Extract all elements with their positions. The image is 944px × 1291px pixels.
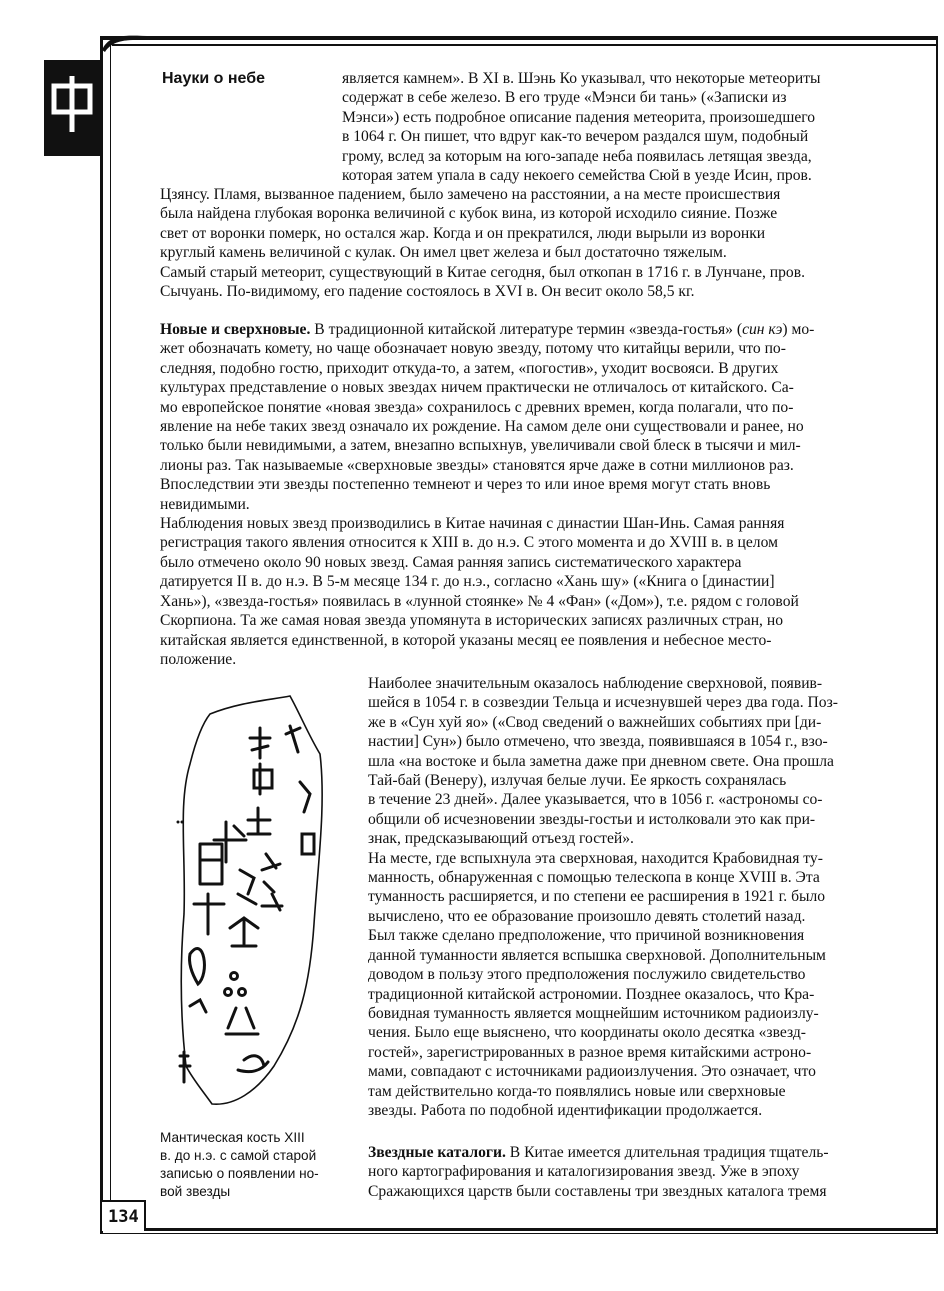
- frame-top-inner-rule: [112, 44, 938, 46]
- text-line: круглый камень величиной с кулак. Он имел цвет железа и был достаточно тяжелым.: [160, 244, 727, 262]
- text-line: Цзянсу. Пламя, вызванное падением, было замечено на расстоянии, а на месте происшествия: [160, 186, 781, 203]
- text-line: Хань»), «звезда-гостья» появилась в «лунной стоянке» № 4 «Фан» («Дом»), т.е. рядом с головой: [160, 592, 799, 610]
- text-line: свет от воронки померк, но остался жар. Когда и он прекратился, люди вырыли из воронки: [160, 224, 766, 242]
- frame-left-rule: [100, 36, 103, 1234]
- meteorite-paragraph-continued: [160, 185, 898, 301]
- frame-left-inner-rule: [110, 44, 111, 1202]
- text-line: была найдена глубокая воронка величиной с кубок вина, из которой исходило сияние. Позже: [160, 205, 778, 223]
- term-sin-ke: син кэ: [742, 321, 783, 338]
- caption-line: вой звезды: [160, 1184, 231, 1199]
- text-line: Наиболее значительным оказалось наблюдение сверхновой, появив-: [368, 675, 823, 692]
- text-line: звезды. Работа по подобной идентификации продолжается.: [368, 1101, 763, 1119]
- text-line: Сражающихся царств были составлены три звездных каталога тремя: [368, 1182, 827, 1200]
- text-line: Был также сделано предположение, что причиной возникновения: [368, 927, 805, 945]
- oracle-bone-illustration: [150, 694, 360, 1114]
- text-line: Тай-бай (Венеру), излучая белые лучи. Ее яркость сохранялась: [368, 772, 787, 790]
- text-line: [160, 320, 898, 339]
- text-line: китайская является единственной, в которой указаны месяц ее появления и небесное место-: [160, 631, 772, 649]
- star-catalogs-heading: Звездные каталоги.: [368, 1144, 506, 1161]
- text-line: [368, 1143, 898, 1162]
- new-stars-heading: Новые и сверхновые.: [160, 321, 311, 338]
- text-span: ) мо-: [782, 321, 815, 338]
- star-catalogs-section: [368, 1143, 898, 1201]
- page-number-box: [100, 1200, 146, 1231]
- text-line: ного картографирования и каталогизирования звезд. Уже в эпоху: [368, 1163, 800, 1181]
- supernova-1054-section: [368, 674, 898, 1120]
- text-line: вычислено, что ее образование произошло девять столетий назад.: [368, 907, 806, 925]
- text-line: мами, совпадают с источниками радиоизлучения. Это означает, что: [368, 1063, 816, 1081]
- section-heading: Науки о небе: [162, 70, 265, 87]
- text-line: лионы раз. Так называемые «сверхновые звезды» становятся ярче даже в сотни миллионов раз.: [160, 456, 794, 474]
- zhong-glyph-icon: [50, 74, 94, 134]
- text-line: Сычуань. По-видимому, его падение состоялось в XVI в. Он весит около 58,5 кг.: [160, 283, 695, 301]
- text-line: было отмечено около 90 новых звезд. Самая ранняя запись систематического характера: [160, 553, 742, 571]
- text-line: доводом в пользу этого предположения послужило свидетельство: [368, 966, 806, 984]
- text-line: На месте, где вспыхнула эта сверхновая, находится Крабовидная ту-: [368, 849, 823, 867]
- text-line: бовидная туманность является мощнейшим источником радиоизлу-: [368, 1004, 819, 1022]
- text-line: же в «Сун хуй яо» («Свод сведений о важнейших событиях при [ди-: [368, 713, 822, 731]
- text-line: Скорпиона. Та же самая новая звезда упомянута в исторических записях различных стран, но: [160, 612, 783, 630]
- text-line: явление на небе таких звезд означало их рождение. На самом деле они существовали и ранее, но: [160, 418, 804, 436]
- text-line: Впоследствии эти звезды постепенно темнеют и через то или иное время могут стать вновь: [160, 476, 771, 494]
- figure-caption: [160, 1129, 346, 1201]
- caption-line: записью о появлении но-: [160, 1166, 319, 1181]
- meteorite-paragraph-top: [342, 69, 898, 185]
- text-line: мо европейское понятие «новая звезда» сохранилось с древних времен, когда полагали, что по-: [160, 398, 794, 416]
- text-line: гостей», зарегистрированных в разное время китайскими астроно-: [368, 1043, 812, 1061]
- text-line: содержат в себе железо. В его труде «Мэнси би тань» («Записки из: [342, 89, 787, 107]
- text-line: туманность расширяется, и по степени ее расширения в 1921 г. было: [368, 888, 826, 906]
- caption-line: в. до н.э. с самой старой: [160, 1148, 317, 1163]
- text-line: Мэнси») есть подробное описание падения метеорита, произошедшего: [342, 108, 816, 126]
- text-line: культурах представление о новых звездах ничем практически не отличалось от китайского. Са-: [160, 379, 794, 397]
- text-line: грому, вслед за которым на юго-западе неба появилась летящая звезда,: [342, 147, 812, 165]
- chapter-glyph-tab: [44, 60, 100, 156]
- text-line: чения. Было еще выяснено, что координаты около десятка «звезд-: [368, 1024, 806, 1042]
- text-line: Наблюдения новых звезд производились в Китае начиная с династии Шан-Инь. Самая ранняя: [160, 515, 785, 533]
- text-line: регистрация такого явления относится к XIII в. до н.э. С этого момента и до XVIII в. в целом: [160, 534, 778, 552]
- text-line: положение.: [160, 650, 237, 668]
- text-line: следняя, подобно гостю, приходит откуда-то, а затем, «погостив», уходит восвояси. В других: [160, 359, 779, 377]
- text-line: Самый старый метеорит, существующий в Китае сегодня, был откопан в 1716 г. в Лунчане, пров.: [160, 263, 805, 281]
- corner-swoosh-ornament: [100, 22, 152, 52]
- text-line: традиционной китайской астрономии. Позднее оказалось, что Кра-: [368, 985, 815, 1003]
- text-line: знак, предсказывающий отъезд гостей».: [368, 830, 634, 848]
- caption-line: Мантическая кость XIII: [160, 1130, 305, 1145]
- text-line: настии] Сун») было отмечено, что звезда, появившаяся в 1054 г., взо-: [368, 733, 828, 751]
- text-line: шейся в 1054 г. в созвездии Тельца и исчезнувшей через два года. Поз-: [368, 694, 838, 712]
- text-span: В Китае имеется длительная традиция тщатель-: [505, 1144, 829, 1161]
- text-line: там действительно когда-то появлялись новые или сверхновые: [368, 1082, 786, 1100]
- text-line: невидимыми.: [160, 495, 250, 513]
- text-line: которая затем упала в саду некоего семейства Сюй в уезде Исин, пров.: [342, 167, 812, 185]
- frame-top-rule: [100, 36, 938, 40]
- text-line: является камнем». В XI в. Шэнь Ко указывал, что некоторые метеориты: [342, 70, 821, 87]
- text-line: в 1064 г. Он пишет, что вдруг как-то вечером раздался шум, подобный: [342, 128, 809, 146]
- text-line: только были невидимыми, а затем, внезапно вспыхнув, увеличивали свой блеск в тысячи и мил-: [160, 437, 801, 455]
- text-line: данной туманности является вспышка сверхновой. Дополнительным: [368, 946, 826, 964]
- frame-bottom-rule: [100, 1228, 938, 1231]
- text-line: в течение 23 дней». Далее указывается, что в 1056 г. «астрономы со-: [368, 791, 823, 809]
- text-line: датируется II в. до н.э. В 5-м месяце 134 г. до н.э., согласно «Хань шу» («Книга о [династии]: [160, 573, 775, 591]
- frame-bottom-inner-rule: [100, 1233, 938, 1234]
- new-stars-section: [160, 320, 898, 669]
- text-span: В традиционной китайской литературе термин «звезда-гостья» (: [310, 321, 743, 338]
- text-line: манность, обнаруженная с помощью телескопа в конце XVIII в. Эта: [368, 869, 820, 887]
- page-number: 134: [108, 1207, 139, 1227]
- text-line: жет обозначать комету, но чаще обозначает новую звезду, потому что китайцы верили, что по-: [160, 340, 786, 358]
- frame-right-rule: [936, 36, 938, 1234]
- text-line: шла «на востоке и была заметна даже при дневном свете. Она прошла: [368, 752, 834, 770]
- text-line: общили об исчезновении звезды-гостьи и истолковали это как при-: [368, 810, 816, 828]
